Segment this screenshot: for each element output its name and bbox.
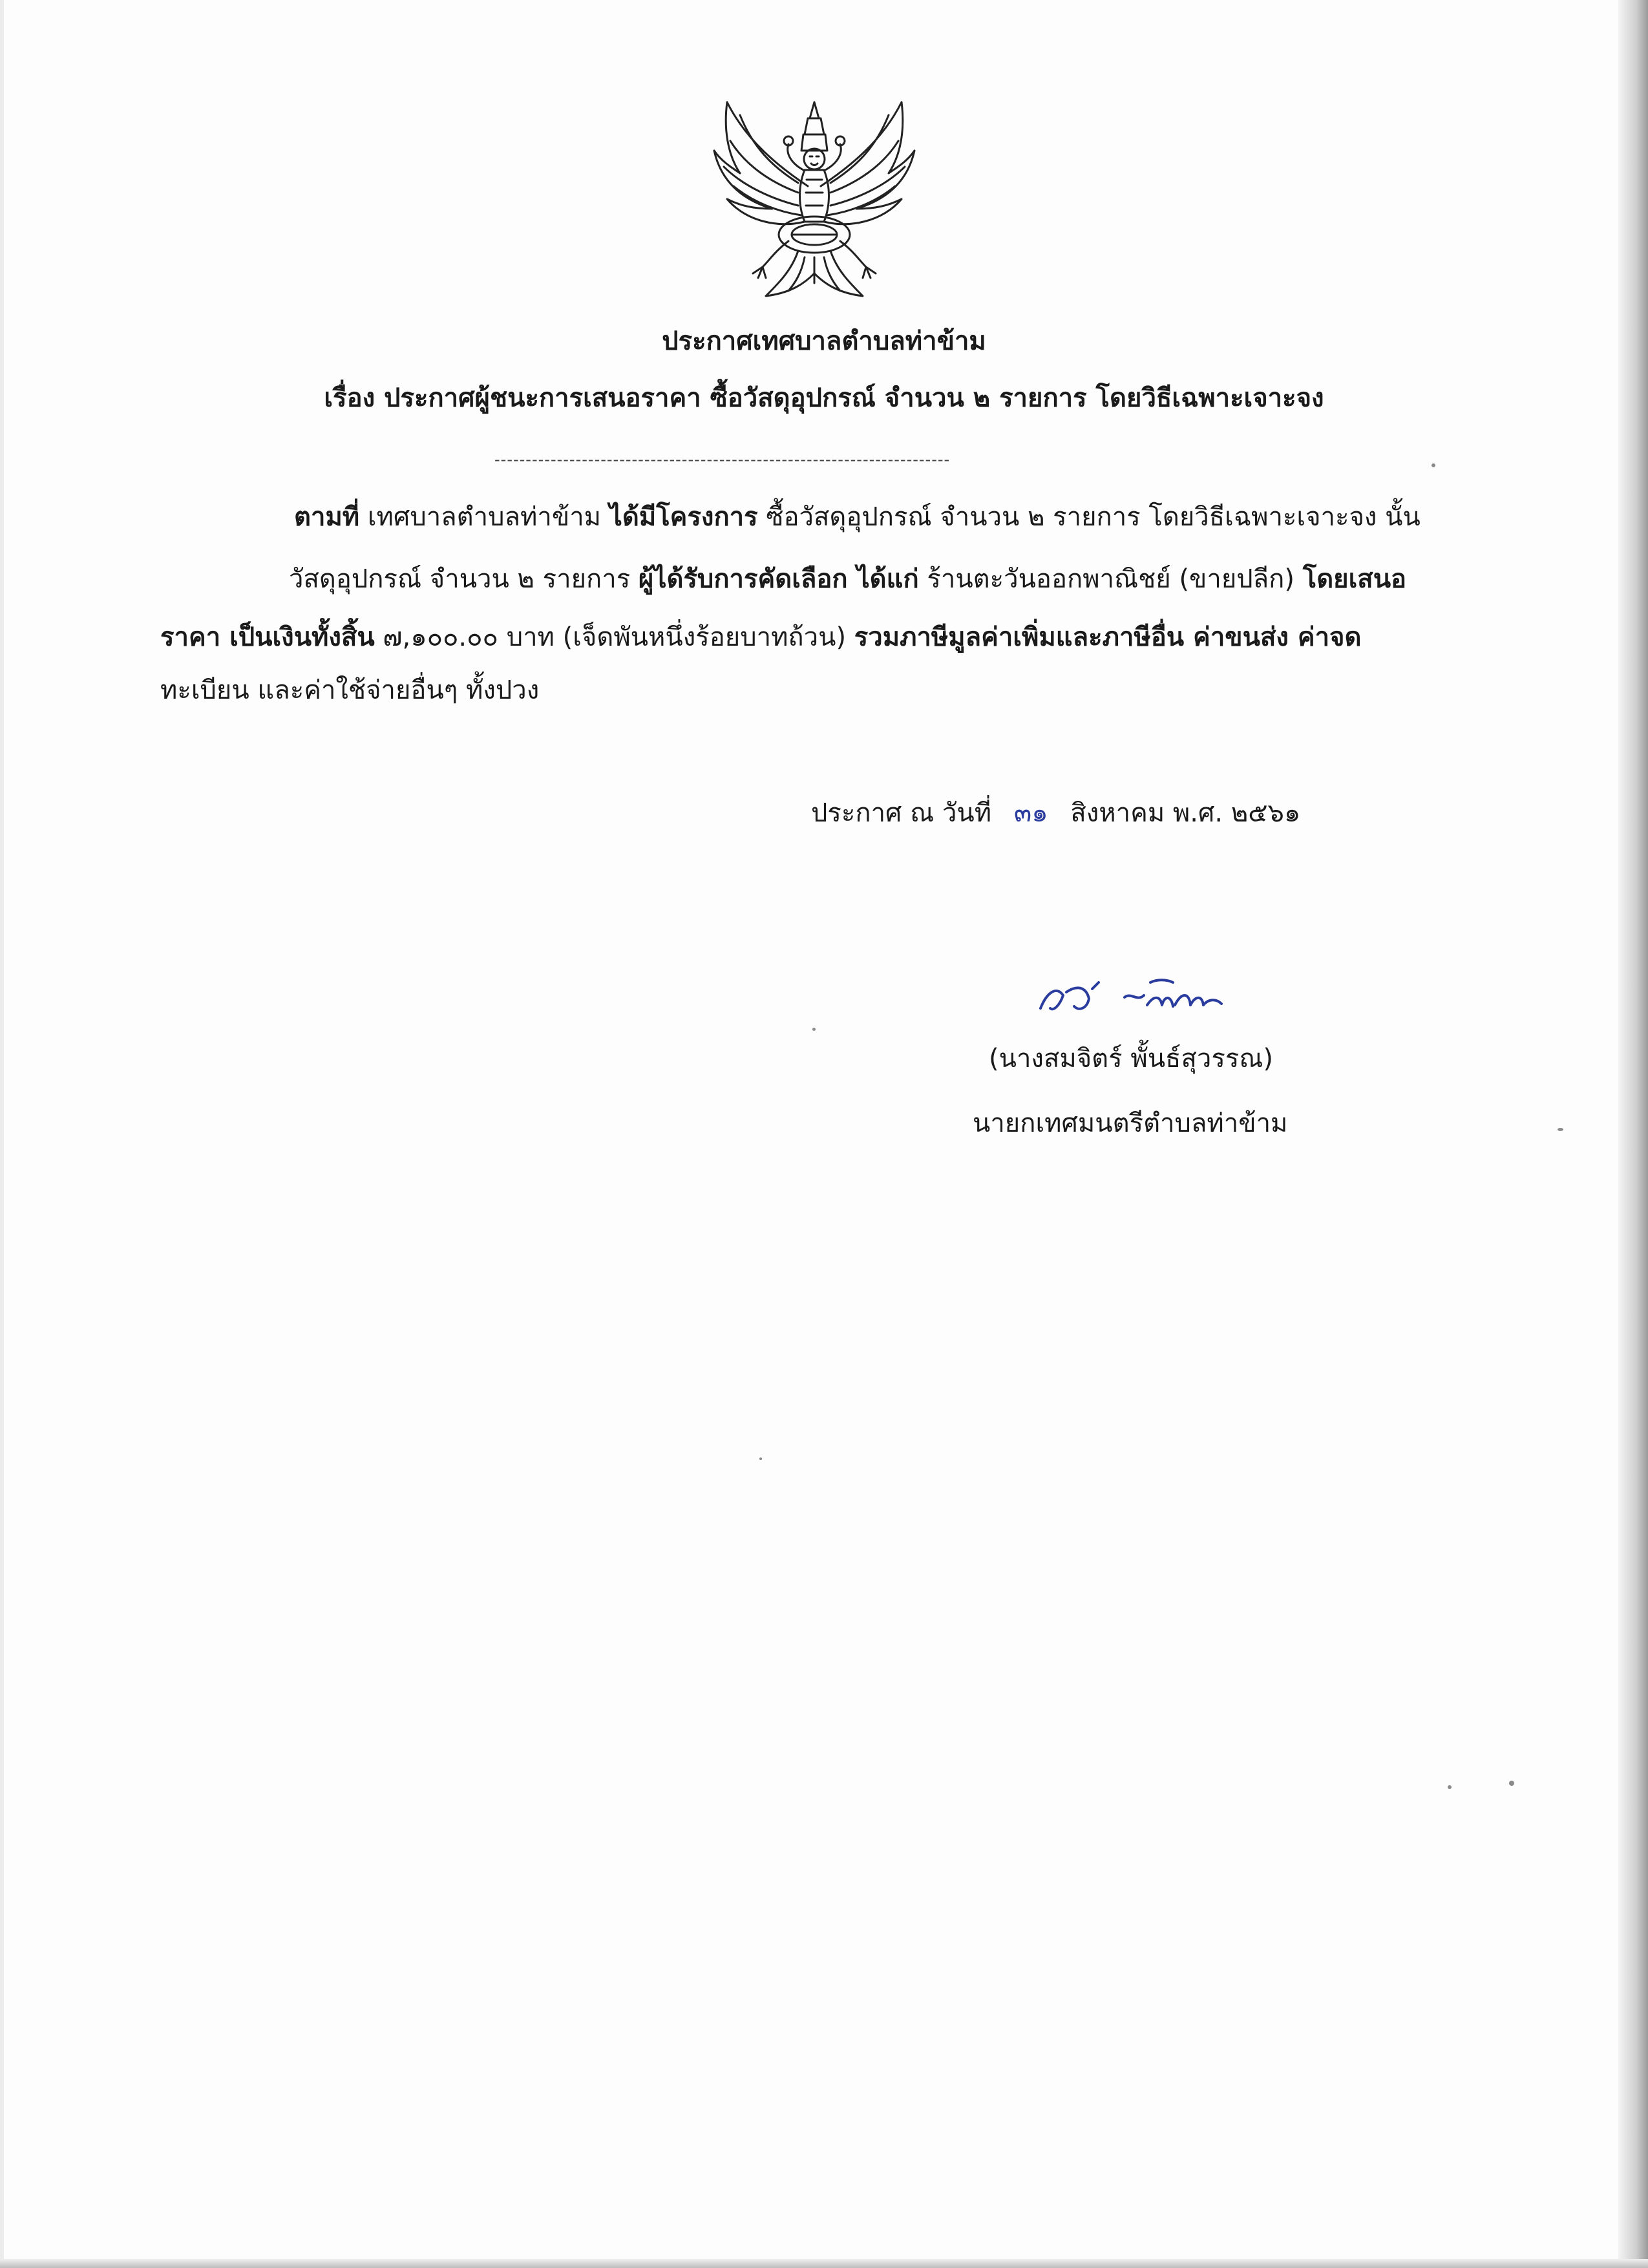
scan-speck <box>1558 1128 1563 1131</box>
scan-speck <box>1448 1785 1452 1789</box>
body-line-4: ทะเบียน และค่าใช้จ่ายอื่นๆ ทั้งปวง <box>160 675 540 705</box>
date-month-year: สิงหาคม พ.ศ. ๒๕๖๑ <box>1070 798 1301 828</box>
body-winner-text: ร้านตะวันออกพาณิชย์ (ขายปลีก) <box>918 564 1303 594</box>
signatory-name: (นางสมจิตร์ พั้นธ์สุวรรณ) <box>989 1044 1274 1074</box>
body-line-3 <box>160 619 1361 655</box>
body-line-1 <box>294 499 1421 535</box>
body-item-text: วัสดุอุปกรณ์ จำนวน ๒ รายการ <box>289 564 639 594</box>
body-line-2 <box>289 561 1406 597</box>
scan-edge-bottom <box>0 2259 1648 2268</box>
body-amount-text: ๗,๑๐๐.๐๐ บาท (เจ็ดพันหนึ่งร้อยบาทถ้วน) <box>374 622 854 652</box>
body-offer-label: โดยเสนอ <box>1302 564 1407 594</box>
signatory-position: นายกเทศมนตรีตำบลท่าข้าม <box>973 1108 1288 1138</box>
scan-speck <box>812 1028 816 1031</box>
body-org: เทศบาลตำบลท่าข้าม <box>359 502 609 532</box>
body-price-label: ราคา เป็นเงินทั้งสิ้น <box>160 622 375 652</box>
signature-icon <box>1028 973 1234 1031</box>
page-title: ประกาศเทศบาลตำบลท่าข้าม <box>662 326 986 356</box>
scan-speck <box>1509 1781 1514 1786</box>
scan-speck <box>1431 463 1435 467</box>
date-prefix: ประกาศ ณ วันที่ <box>811 798 992 828</box>
separator-line: ------------------------------------------------------------------------- <box>494 450 951 469</box>
body-lead: ตามที่ <box>294 502 360 532</box>
subject-line <box>0 380 1648 416</box>
garuda-emblem-icon <box>701 89 927 312</box>
subject-label: เรื่อง <box>324 383 375 413</box>
scan-speck <box>759 1457 762 1460</box>
body-tax-label: รวมภาษีมูลค่าเพิ่มและภาษีอื่น ค่าขนส่ง ค่าจด <box>854 622 1362 652</box>
date-day: ๓๑ <box>1013 798 1048 828</box>
body-project-label: ได้มีโครงการ <box>609 502 758 532</box>
announcement-date <box>811 795 1300 831</box>
body-winner-label: ผู้ได้รับการคัดเลือก ได้แก่ <box>638 564 919 594</box>
body-project-text: ซื้อวัสดุอุปกรณ์ จำนวน ๒ รายการ โดยวิธีเฉพาะเจาะจง นั้น <box>757 502 1421 532</box>
subject-text: ประกาศผู้ชนะการเสนอราคา ซื้อวัสดุอุปกรณ์ จำนวน ๒ รายการ โดยวิธีเฉพาะเจาะจง <box>384 383 1324 413</box>
